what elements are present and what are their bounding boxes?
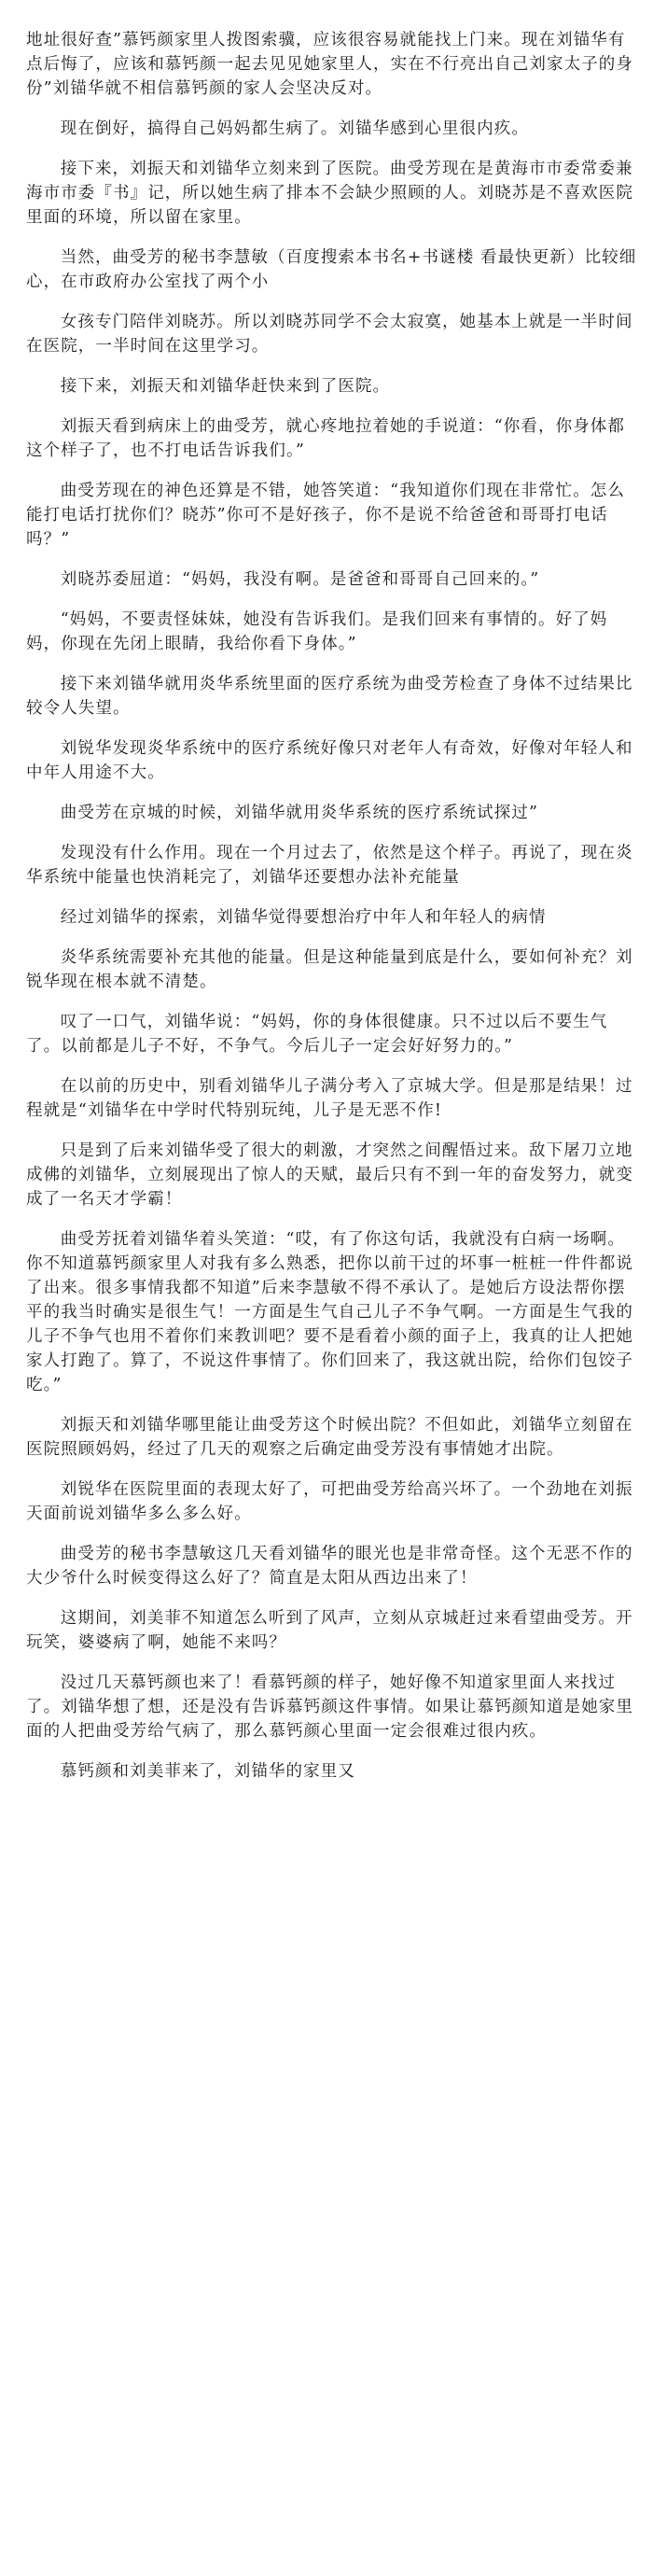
paragraph: 接下来，刘振天和刘锚华立刻来到了医院。曲受芳现在是黄海市市委常委兼海市市委『书』记，所以她生病了排本不会缺少照顾的人。刘晓苏是不喜欢医院里面的环境，所以留在家里。	[26, 160, 633, 227]
paragraph: 在以前的历史中，别看刘锚华儿子满分考入了京城大学。但是那是结果！过程就是“刘锚华在中学时代特别玩纯，儿子是无恶不作!	[26, 1077, 633, 1120]
paragraph: 曲受芳在京城的时候，刘锚华就用炎华系统的医疗系统试探过”	[60, 804, 538, 822]
paragraph: 经过刘锚华的探索，刘锚华觉得要想治疗中年人和年轻人的病情	[60, 908, 547, 927]
paragraph: 只是到了后来刘锚华受了很大的刺激，才突然之间醒悟过来。敌下屠刀立地成佛的刘锚华，立刻展现出了惊人的天赋，最后只有不到一年的奋发努力，就变成了一名天才学霸！	[26, 1141, 633, 1209]
paragraph: 地址很好查”慕钙颜家里人拨图索骥，应该很容易就能找上门来。现在刘锚华有点后悔了，应该和慕钙颜一起去见见她家里人，实在不行亮出自己刘家太子的身份”刘锚华就不相信慕钙颜的家人会坚决反对。	[26, 31, 633, 98]
paragraph: 刘锐华发现炎华系统中的医疗系统好像只对老年人有奇效，好像对年轻人和中年人用途不大。	[26, 739, 633, 782]
paragraph: 慕钙颜和刘美菲来了，刘锚华的家里又	[60, 1762, 355, 1781]
paragraph: 曲受芳现在的神色还算是不错，她答笑道：“我知道你们现在非常忙。怎么能打电话打扰你们？晓苏”你可不是好孩子，你不是说不给爸爸和哥哥打电话吗？”	[26, 482, 625, 549]
paragraph: 没过几天慕钙颜也来了！看慕钙颜的样子，她好像不知道家里面人来找过了。刘锚华想了想，还是没有告诉慕钙颜这件事情。如果让慕钙颜知道是她家里面的人把曲受芳给气病了，那么慕钙颜心里面一定会很难过很内疚。	[26, 1673, 633, 1741]
paragraph: 接下来刘锚华就用炎华系统里面的医疗系统为曲受芳检查了身体不过结果比较令人失望。	[26, 675, 633, 718]
paragraph: 炎华系统需要补充其他的能量。但是这种能量到底是什么，要如何补充？刘锐华现在根本就不清楚。	[26, 948, 633, 991]
paragraph: 曲受芳的秘书李慧敏这几天看刘锚华的眼光也是非常奇怪。这个无恶不作的大少爷什么时候变得这么好了？简直是太阳从西边出来了！	[26, 1545, 633, 1588]
paragraph: 刘锐华在医院里面的表现太好了，可把曲受芳给高兴坏了。一个劲地在刘振天面前说刘锚华多么多么好。	[26, 1480, 633, 1523]
paragraph: 当然，曲受芳的秘书李慧敏（百度搜索本书名+书谜楼 看最快更新）比较细心，在市政府办公室找了两个小	[26, 248, 637, 291]
paragraph: 刘振天和刘锚华哪里能让曲受芳这个时候出院？不但如此，刘锚华立刻留在医院照顾妈妈，经过了几天的观察之后确定曲受芳没有事情她才出院。	[26, 1416, 633, 1459]
paragraph: 发现没有什么作用。现在一个月过去了，依然是这个样子。再说了，现在炎华系统中能量也快消耗完了，刘锚华还要想办法补充能量	[26, 844, 633, 887]
paragraph: 叹了一口气，刘锚华说：“妈妈，你的身体很健康。只不过以后不要生气了。以前都是儿子不好，不争气。今后儿子一定会好好努力的。”	[26, 1013, 608, 1056]
paragraph: 接下来，刘振天和刘锚华赶快来到了医院。	[60, 377, 391, 396]
paragraph: 现在倒好，搞得自己妈妈都生病了。刘锚华感到心里很内疚。	[60, 119, 529, 138]
paragraph: 女孩专门陪伴刘晓苏。所以刘晓苏同学不会太寂寞，她基本上就是一半时间在医院，一半时间在这里学习。	[26, 313, 633, 356]
paragraph: 曲受芳抚着刘锚华着头笑道：“哎，有了你这句话，我就没有白病一场啊。你不知道慕钙颜家里人对我有多么熟悉，把你以前干过的坏事一桩桩一件件都说了出来。很多事情我都不知道”后来李慧敏不得不承认了。是她后方设法帮你摆平的我当时确实是很生气！一方面是生气自己儿子不争气啊。一方面是生气我的儿子不争气也用不着你们来教训吧？要不是看着小颜的面子上，我真的让人把她家人打跑了。算了，不说这件事情了。你们回来了，我这就出院，给你们包饺子吃。”	[26, 1230, 633, 1394]
paragraph: 刘振天看到病床上的曲受芳，就心疼地拉着她的手说道：“你看，你身体都这个样子了，也不打电话告诉我们。”	[26, 417, 625, 460]
paragraph: 这期间，刘美菲不知道怎么听到了风声，立刻从京城赶过来看望曲受芳。开玩笑，婆婆病了啊，她能不来吗？	[26, 1609, 633, 1652]
paragraph: 刘晓苏委屈道：“妈妈，我没有啊。是爸爸和哥哥自己回来的。”	[60, 570, 540, 589]
paragraph: “妈妈，不要责怪妹妹，她没有告诉我们。是我们回来有事情的。好了妈妈，你现在先闭上眼睛，我给你看下身体。”	[26, 610, 608, 653]
